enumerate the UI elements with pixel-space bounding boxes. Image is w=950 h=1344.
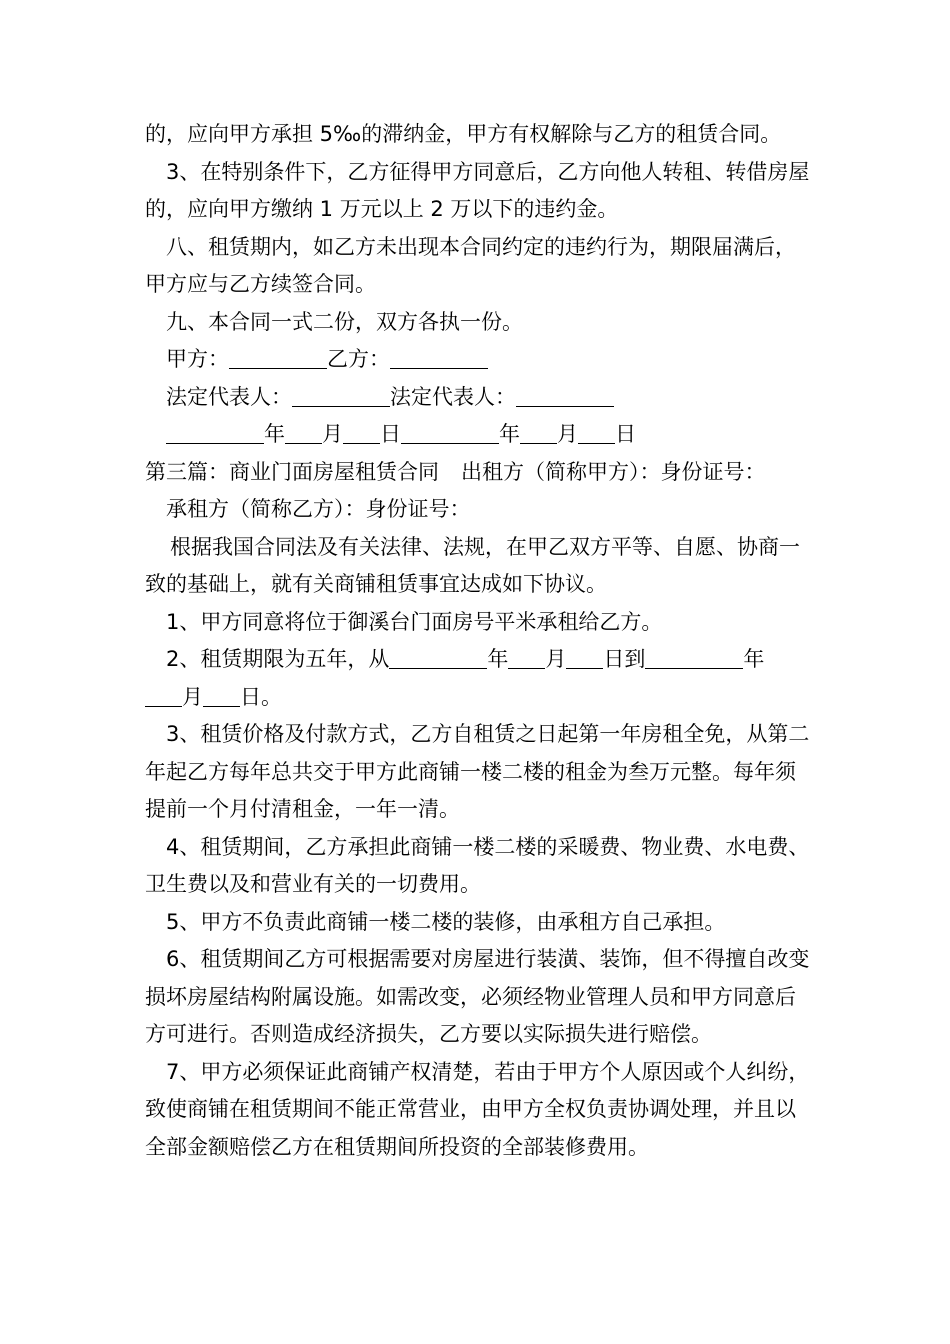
section-title: 第三篇：商业门面房屋租赁合同	[145, 459, 439, 484]
lessor-info: 出租方（简称甲方）：身份证号：	[461, 459, 766, 484]
document-body	[145, 116, 810, 1166]
start-day-blank	[566, 647, 603, 669]
paragraph-late-fee: 的，应向甲方承担 5‰的滞纳金，甲方有权解除与乙方的租赁合同。	[145, 122, 782, 146]
year-label: 年	[264, 422, 285, 446]
signature-line	[145, 341, 810, 379]
month-label: 月	[557, 422, 578, 446]
month-label: 月	[322, 422, 343, 446]
day-label: 日	[380, 422, 401, 446]
end-month-blank	[145, 685, 182, 707]
date-b-day-blank	[578, 422, 615, 444]
rep-b-label: 法定代表人：	[390, 384, 516, 409]
date-a-year-blank	[166, 422, 264, 444]
year-label: 年	[743, 647, 765, 671]
day-label: 日	[615, 422, 636, 446]
clause-6: 6、租赁期间乙方可根据需要对房屋进行装潢、装饰，但不得擅自改变损坏房屋结构附属设施。如需改变，必须经物业管理人员和甲方同意后方可进行。否则造成经济损失，乙方要以实际损失进行赔偿。	[145, 947, 810, 1046]
end-day-blank	[203, 685, 240, 707]
clause-2-prefix: 2、租赁期限为五年，从	[166, 647, 390, 671]
clause-2-to: 日到	[603, 647, 646, 671]
date-b-month-blank	[520, 422, 557, 444]
month-label: 月	[182, 684, 203, 709]
representative-line	[145, 379, 810, 417]
year-label: 年	[499, 422, 520, 446]
start-month-blank	[508, 647, 545, 669]
party-a-label: 甲方：	[166, 347, 229, 371]
lessee-info: 承租方（简称乙方）：身份证号：	[166, 497, 471, 521]
section-three-heading	[145, 454, 810, 492]
paragraph-renewal: 八、租赁期内，如乙方未出现本合同约定的违约行为，期限届满后，甲方应与乙方续签合同。	[145, 234, 796, 296]
start-year-blank	[389, 647, 487, 669]
paragraph-copies: 九、本合同一式二份，双方各执一份。	[166, 309, 523, 334]
date-a-month-blank	[285, 422, 322, 444]
month-label: 月	[545, 647, 567, 671]
party-b-blank	[390, 347, 488, 369]
end-year-blank	[645, 647, 743, 669]
date-b-year-blank	[401, 422, 499, 444]
rep-a-blank	[292, 385, 390, 407]
clause-2-end: 日。	[240, 684, 282, 709]
year-label: 年	[487, 647, 509, 671]
party-a-blank	[229, 347, 327, 369]
clause-3: 3、租赁价格及付款方式，乙方自租赁之日起第一年房租全免，从第二年起乙方每年总共交于甲方此商铺一楼二楼的租金为叁万元整。每年须提前一个月付清租金，一年一清。	[145, 722, 810, 821]
party-b-label: 乙方：	[327, 347, 390, 371]
date-line	[145, 416, 810, 454]
paragraph-sublet-penalty: 3、在特别条件下，乙方征得甲方同意后，乙方向他人转租、转借房屋的，应向甲方缴纳 1 万元以上 2 万以下的违约金。	[145, 159, 810, 221]
rep-a-label: 法定代表人：	[166, 384, 292, 409]
paragraph-preamble: 根据我国合同法及有关法律、法规，在甲乙双方平等、自愿、协商一致的基础上，就有关商铺租赁事宜达成如下协议。	[145, 534, 800, 596]
clause-1: 1、甲方同意将位于御溪台门面房号平米承租给乙方。	[166, 609, 663, 634]
clause-7: 7、甲方必须保证此商铺产权清楚，若由于甲方个人原因或个人纠纷，致使商铺在租赁期间不能正常营业，由甲方全权负责协调处理，并且以全部金额赔偿乙方在租赁期间所投资的全部装修费用。	[145, 1059, 810, 1159]
clause-2	[145, 641, 810, 716]
rep-b-blank	[516, 385, 614, 407]
date-a-day-blank	[343, 422, 380, 444]
clause-5: 5、甲方不负责此商铺一楼二楼的装修，由承租方自己承担。	[166, 909, 726, 934]
clause-4: 4、租赁期间，乙方承担此商铺一楼二楼的采暖费、物业费、水电费、卫生费以及和营业有关的一切费用。	[145, 834, 810, 896]
